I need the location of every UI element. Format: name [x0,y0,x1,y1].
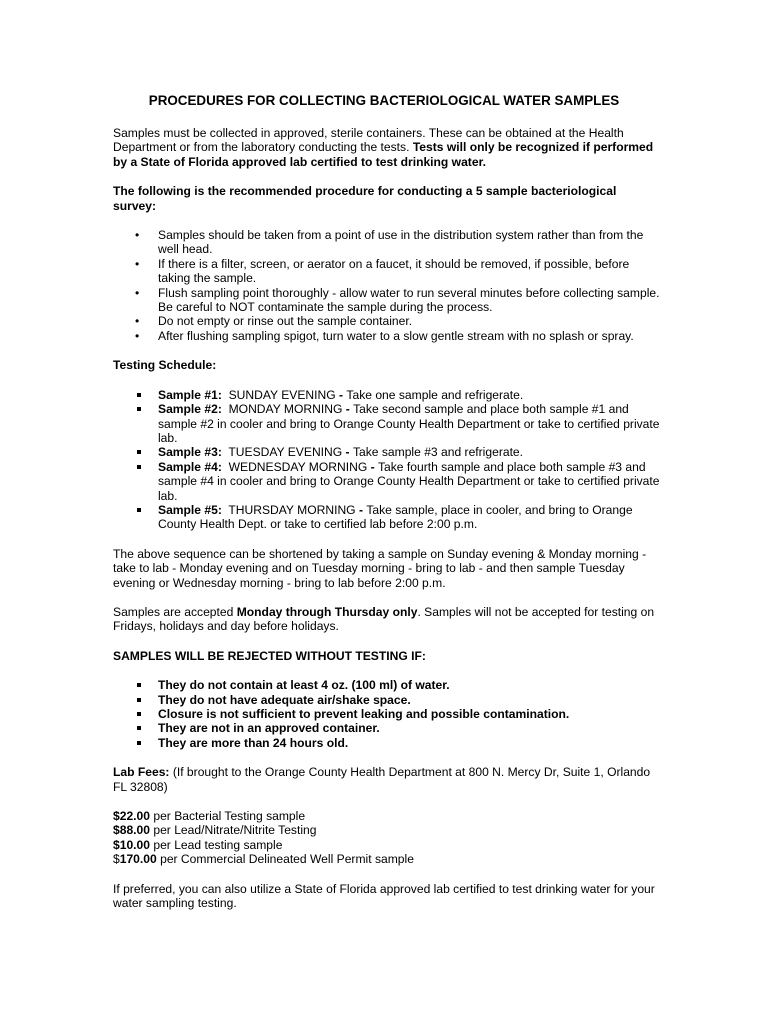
list-item: • Samples should be taken from a point of use in the distribution system rather than from the well head. [113,228,661,257]
list-item: • Do not empty or rinse out the sample container. [113,314,661,328]
reject-heading [113,649,661,663]
fee-amount: $88.00 [113,823,150,838]
sample-label: Sample #1: [158,387,222,402]
list-item [113,736,661,750]
sample-dash: - [367,459,378,474]
reject-reason: They are more than 24 hours old. [158,735,349,750]
sequence-note: The above sequence can be shortened by taking a sample on Sunday evening & Monday morning - take to lab - Monday evening and on Tuesday morning - bring to lab - and then sample Tuesday evening or Wednesday morning - bring to lab before 2:00 p.m. [113,546,647,590]
fee-description: per Commercial Delineated Well Permit sample [156,852,414,867]
sample-dash: - [342,445,353,460]
schedule-item [113,388,661,402]
schedule-heading [113,358,661,372]
sample-label: Sample #3: [158,445,222,460]
procedure-heading-text: The following is the recommended procedure for conducting a 5 sample bacteriological survey: [113,184,617,213]
reject-list [113,678,661,750]
schedule-item [113,445,661,459]
reject-reason: Closure is not sufficient to prevent leaking and possible contamination. [158,707,570,721]
acceptance-days: Monday through Thursday only [236,604,418,619]
fee-description: per Lead testing sample [150,837,283,852]
sample-when: MONDAY MORNING [228,402,343,417]
lab-fees-text: (If brought to the Orange County Health Department at 800 N. Mercy Dr, Suite 1, Orlando FL 32808) [113,765,651,794]
fee-amount: $10.00 [113,837,150,852]
schedule-list [113,388,661,532]
schedule-item [113,503,661,532]
list-item [113,693,661,707]
fee-list [113,809,661,867]
procedure-heading [113,184,661,213]
intro-paragraph [113,126,661,169]
procedure-list [113,228,661,343]
lab-fees-label: Lab Fees: [113,765,170,780]
list-item: • After flushing sampling spigot, turn water to a slow gentle stream with no splash or spray. [113,329,661,343]
sample-when: SUNDAY EVENING [228,387,336,402]
document-page [113,93,661,910]
fee-line [113,852,661,866]
fee-amount: 170.00 [119,852,157,867]
schedule-item [113,402,661,445]
sample-when: WEDNESDAY MORNING [228,459,368,474]
list-item [113,721,661,735]
fee-line [113,838,661,852]
sample-label: Sample #2: [158,402,222,417]
schedule-item [113,460,661,503]
fee-line [113,823,661,837]
intro-bold-text: Tests will only be recognized if performed by a State of Florida approved lab certified to test drinking water. [113,140,654,169]
acceptance-paragraph [113,605,661,634]
fee-description: per Bacterial Testing sample [150,809,306,824]
sample-label: Sample #4: [158,459,222,474]
sample-text: Take one sample and refrigerate. [346,387,524,402]
sample-text: Take second sample and place both sample #1 and sample #2 in cooler and bring to Orange County Health Department or take to certified private lab. [158,402,660,445]
list-item [113,678,661,692]
intro-text: Samples must be collected in approved, sterile containers. These can be obtained at the Health Department or from the laboratory conducting the tests. [113,126,624,155]
reject-reason: They are not in an approved container. [158,721,380,736]
reject-heading-text: SAMPLES WILL BE REJECTED WITHOUT TESTING IF: [113,648,426,663]
fee-description: per Lead/Nitrate/Nitrite Testing [150,823,317,838]
reject-reason: They do not have adequate air/shake space. [158,692,411,707]
closing-paragraph: If preferred, you can also utilize a State of Florida approved lab certified to test drinking water for your water sampling testing. [113,881,655,911]
sample-text: Take fourth sample and place both sample #3 and sample #4 in cooler and bring to Orange County Health Department or take to certified private lab. [158,459,660,503]
sample-dash: - [355,502,367,517]
sample-when: THURSDAY MORNING [228,502,356,517]
schedule-heading-text: Testing Schedule: [113,358,217,373]
sample-dash: - [342,402,354,417]
fee-line [113,809,661,823]
lab-fees-paragraph [113,765,661,794]
fee-currency: $ [113,852,120,867]
sample-when: TUESDAY EVENING [228,445,343,460]
list-item [113,707,661,721]
sample-label: Sample #5: [158,502,222,517]
sample-dash: - [335,387,347,402]
acceptance-text-after: . Samples will not be accepted for testing on Fridays, holidays and day before holidays. [113,604,655,634]
list-item: • If there is a filter, screen, or aerator on a faucet, it should be removed, if possible, before taking the sample. [113,257,661,286]
acceptance-text: Samples are accepted [113,604,237,619]
page-title: PROCEDURES FOR COLLECTING BACTERIOLOGICAL WATER SAMPLES [148,93,620,108]
sample-text: Take sample #3 and refrigerate. [352,445,524,460]
sample-text: Take sample, place in cooler, and bring to Orange County Health Dept. or take to certified lab before 2:00 p.m. [158,502,633,532]
fee-amount: $22.00 [113,809,150,824]
reject-reason: They do not contain at least 4 oz. (100 ml) of water. [158,678,450,693]
list-item: • Flush sampling point thoroughly - allow water to run several minutes before collecting sample. Be careful to NOT contaminate the sample during the process. [113,286,661,315]
